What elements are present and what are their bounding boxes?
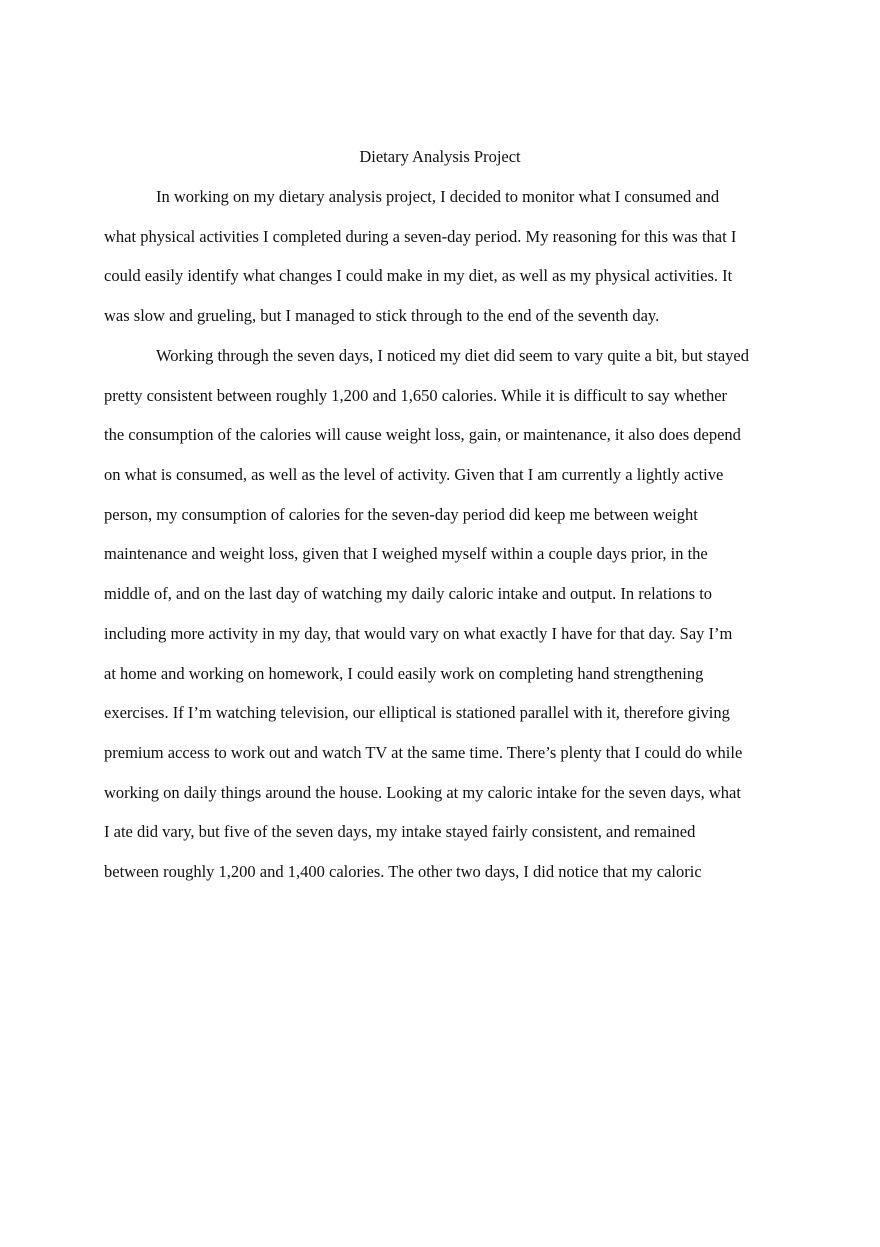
paragraph-1 [104,186,784,345]
paragraph-2 [104,345,784,901]
paragraph-line: I ate did vary, but five of the seven days, my intake stayed fairly consistent, and remained [104,822,696,842]
paragraph-line: In working on my dietary analysis project, I decided to monitor what I consumed and [156,187,720,206]
paragraph-line: pretty consistent between roughly 1,200 and 1,650 calories. While it is difficult to say whether [104,385,728,405]
paragraph-line: middle of, and on the last day of watching my daily caloric intake and output. In relations to [104,584,713,604]
paragraph-line: maintenance and weight loss, given that I weighed myself within a couple days prior, in the [104,544,708,564]
paragraph-line: Working through the seven days, I noticed my diet did seem to vary quite a bit, but stayed [156,346,750,365]
paragraph-line: was slow and grueling, but I managed to stick through to the end of the seventh day. [104,306,660,326]
paragraph-line: on what is consumed, as well as the level of activity. Given that I am currently a lightly active [104,465,724,485]
paragraph-line: including more activity in my day, that would vary on what exactly I have for that day. Say I’m [104,623,733,643]
paragraph-line: at home and working on homework, I could easily work on completing hand strengthening [104,663,704,683]
paragraph-line: working on daily things around the house. Looking at my caloric intake for the seven days, what [104,782,741,802]
paragraph-line: between roughly 1,200 and 1,400 calories. The other two days, I did notice that my caloric [104,861,702,881]
document-title: Dietary Analysis Project [359,147,521,166]
paragraph-line: could easily identify what changes I could make in my diet, as well as my physical activities. It [104,266,733,286]
paragraph-line: person, my consumption of calories for the seven-day period did keep me between weight [104,504,698,524]
paragraph-line: what physical activities I completed during a seven-day period. My reasoning for this was that I [104,226,737,246]
paragraph-line: the consumption of the calories will cause weight loss, gain, or maintenance, it also does depend [104,425,741,445]
paragraph-line: premium access to work out and watch TV at the same time. There’s plenty that I could do while [104,742,743,762]
paragraph-line: exercises. If I’m watching television, our elliptical is stationed parallel with it, therefore giving [104,703,730,723]
